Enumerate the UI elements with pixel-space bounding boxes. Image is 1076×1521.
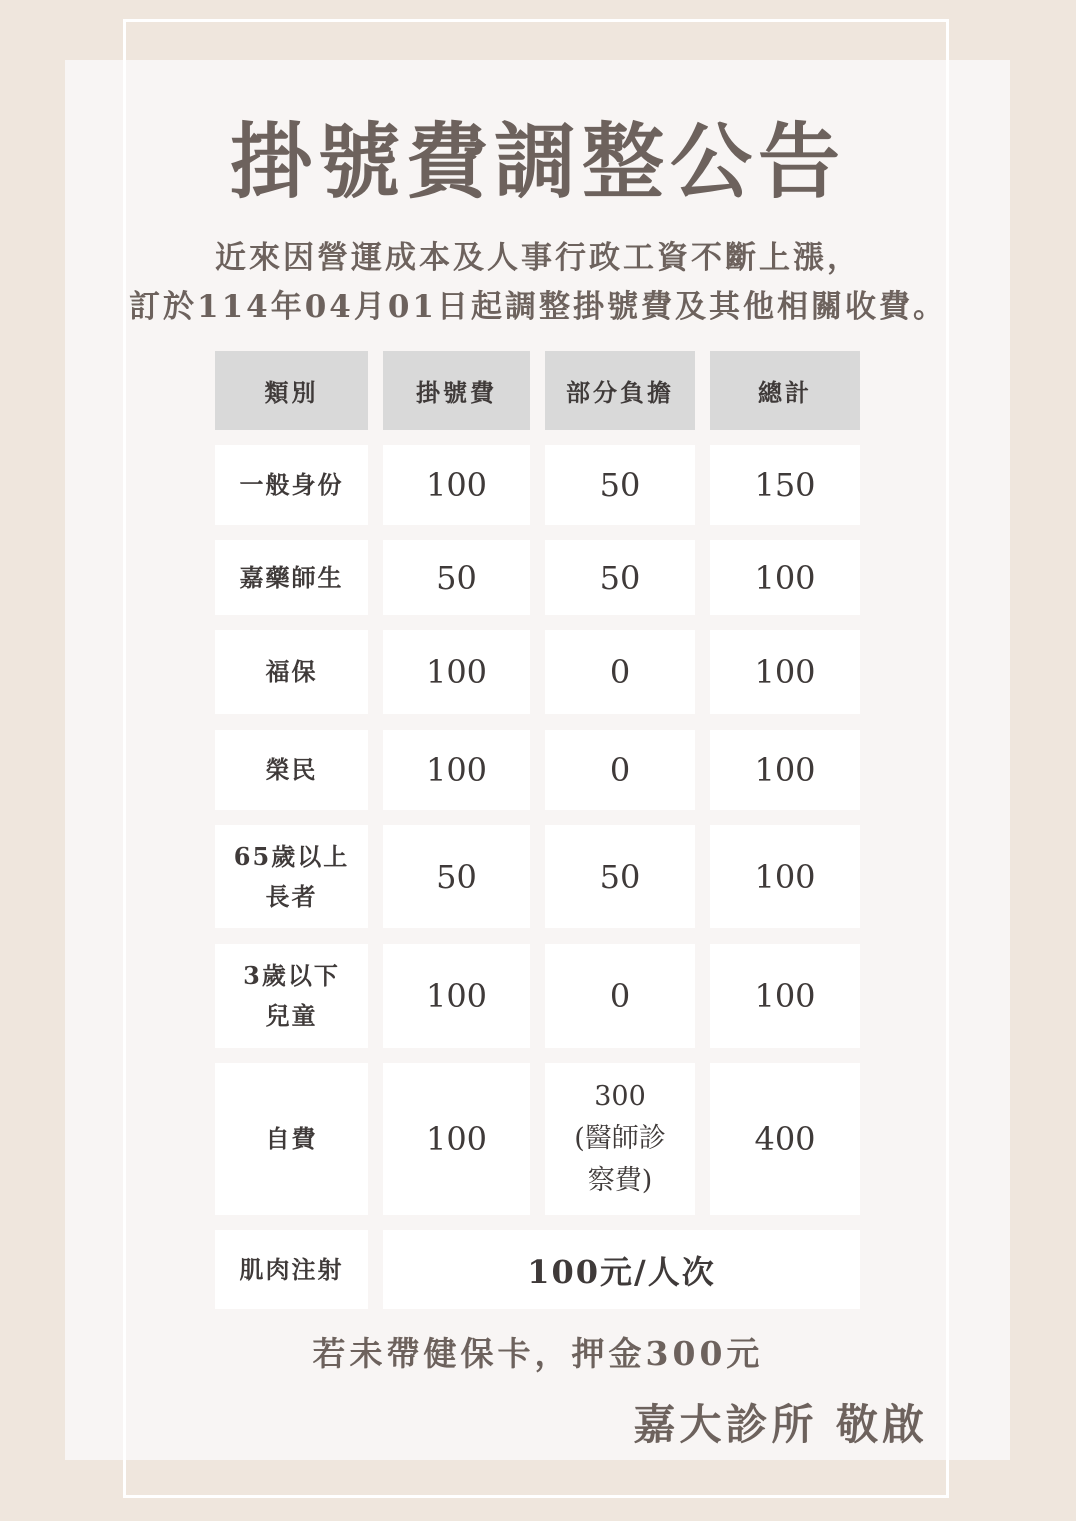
header-copay: 部分負擔 [545, 351, 695, 430]
row-fee: 50 [383, 825, 530, 928]
row-total: 100 [710, 630, 860, 714]
row-total: 100 [710, 825, 860, 928]
notice-title: 掛號費調整公告 [229, 114, 846, 210]
row-fee: 100 [383, 730, 530, 810]
row-total: 100 [710, 730, 860, 810]
row-category: 福保 [215, 630, 368, 714]
row-total: 400 [710, 1063, 860, 1215]
row-fee: 100 [383, 630, 530, 714]
row-fee: 100 [383, 1063, 530, 1215]
row-fee: 100 [383, 944, 530, 1048]
row-copay: 50 [545, 540, 695, 615]
row-copay: 50 [545, 825, 695, 928]
row-total: 100 [710, 540, 860, 615]
row-category: 嘉藥師生 [215, 540, 368, 615]
row-category: 榮民 [215, 730, 368, 810]
row-category: 65歲以上 長者 [215, 825, 368, 928]
row-total: 150 [710, 445, 860, 525]
header-total: 總計 [710, 351, 860, 430]
intro-line-2: 訂於114年04月01日起調整掛號費及其他相關收費。 [129, 289, 947, 325]
row-copay: 0 [545, 730, 695, 810]
header-category: 類別 [215, 351, 368, 430]
injection-category: 肌肉注射 [215, 1230, 368, 1309]
header-fee: 掛號費 [383, 351, 530, 430]
health-card-deposit-note: 若未帶健保卡，押金300元 [312, 1334, 764, 1373]
row-copay: 0 [545, 944, 695, 1048]
clinic-signature: 嘉大診所 敬啟 [633, 1400, 928, 1449]
row-fee: 100 [383, 445, 530, 525]
row-copay: 50 [545, 445, 695, 525]
row-fee: 50 [383, 540, 530, 615]
intro-line-1: 近來因營運成本及人事行政工資不斷上漲， [215, 240, 861, 276]
row-total: 100 [710, 944, 860, 1048]
row-copay: 0 [545, 630, 695, 714]
row-category: 自費 [215, 1063, 368, 1215]
row-copay: 300 (醫師診 察費) [545, 1063, 695, 1215]
row-category: 3歲以下 兒童 [215, 944, 368, 1048]
row-category: 一般身份 [215, 445, 368, 525]
injection-price: 100元/人次 [383, 1230, 860, 1309]
